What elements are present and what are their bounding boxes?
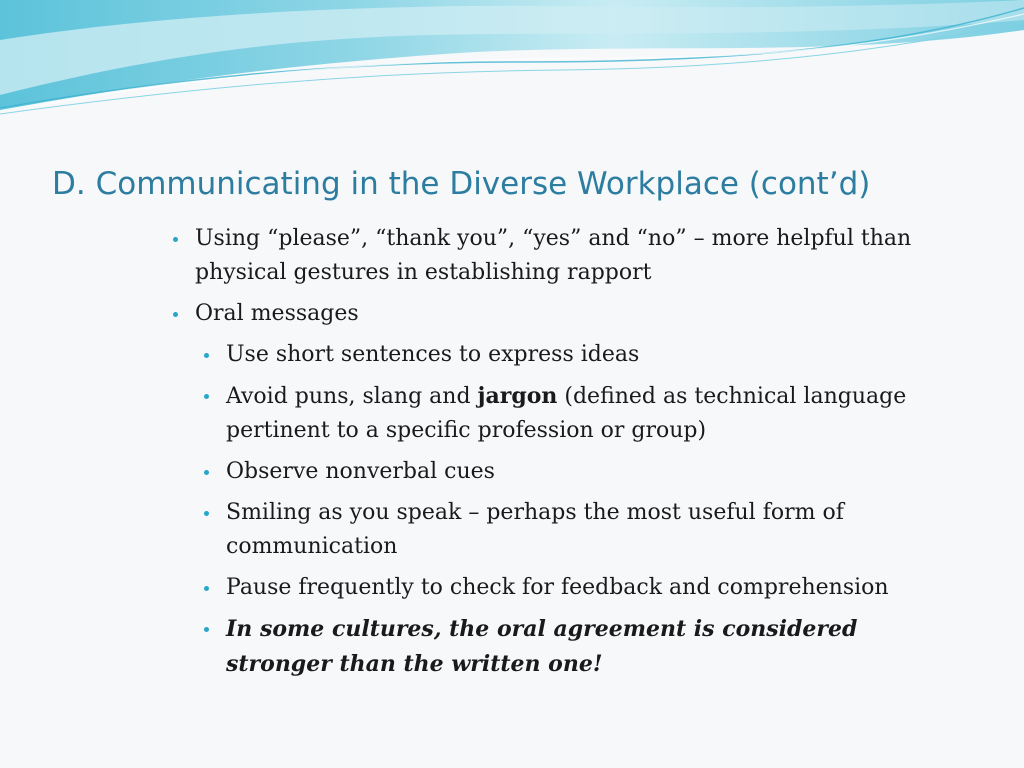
bullet-text: Pause frequently to check for feedback and comprehension	[226, 575, 889, 600]
sub-bullet-item	[172, 612, 962, 682]
bullet-text: Smiling as you speak – perhaps the most useful form of communication	[226, 500, 844, 559]
bullet-text-emphasis: In some cultures, the oral agreement is considered stronger than the written one!	[226, 616, 858, 677]
bullet-item	[172, 222, 962, 290]
bullet-item	[172, 297, 962, 331]
bullet-text-part: Avoid puns, slang and	[226, 384, 478, 409]
bullet-text: Using “please”, “thank you”, “yes” and “no” – more helpful than physical gestures in establishing rapport	[195, 226, 912, 285]
bullet-dot-icon	[173, 312, 178, 317]
jargon-term: jargon	[477, 383, 558, 409]
bullet-text: Use short sentences to express ideas	[226, 342, 640, 367]
sub-bullet-item	[172, 496, 962, 564]
sub-bullet-item	[172, 455, 962, 489]
sub-bullet-item	[172, 338, 962, 372]
bullet-dot-icon	[173, 237, 178, 242]
bullet-dot-icon	[204, 627, 209, 632]
bullet-dot-icon	[204, 353, 209, 358]
sub-bullet-item	[172, 379, 962, 448]
bullet-text	[226, 384, 906, 443]
bullet-text: Observe nonverbal cues	[226, 459, 495, 484]
slide-title: D. Communicating in the Diverse Workplace (cont’d)	[52, 166, 871, 202]
bullet-dot-icon	[204, 511, 209, 516]
bullet-dot-icon	[204, 470, 209, 475]
bullet-text-part: (defined as technical language pertinent to a specific profession or group)	[226, 384, 907, 443]
bullet-dot-icon	[204, 394, 209, 399]
bullet-text: Oral messages	[195, 301, 359, 326]
sub-bullet-item	[172, 571, 962, 605]
bullet-list	[172, 222, 962, 689]
bullet-dot-icon	[204, 586, 209, 591]
